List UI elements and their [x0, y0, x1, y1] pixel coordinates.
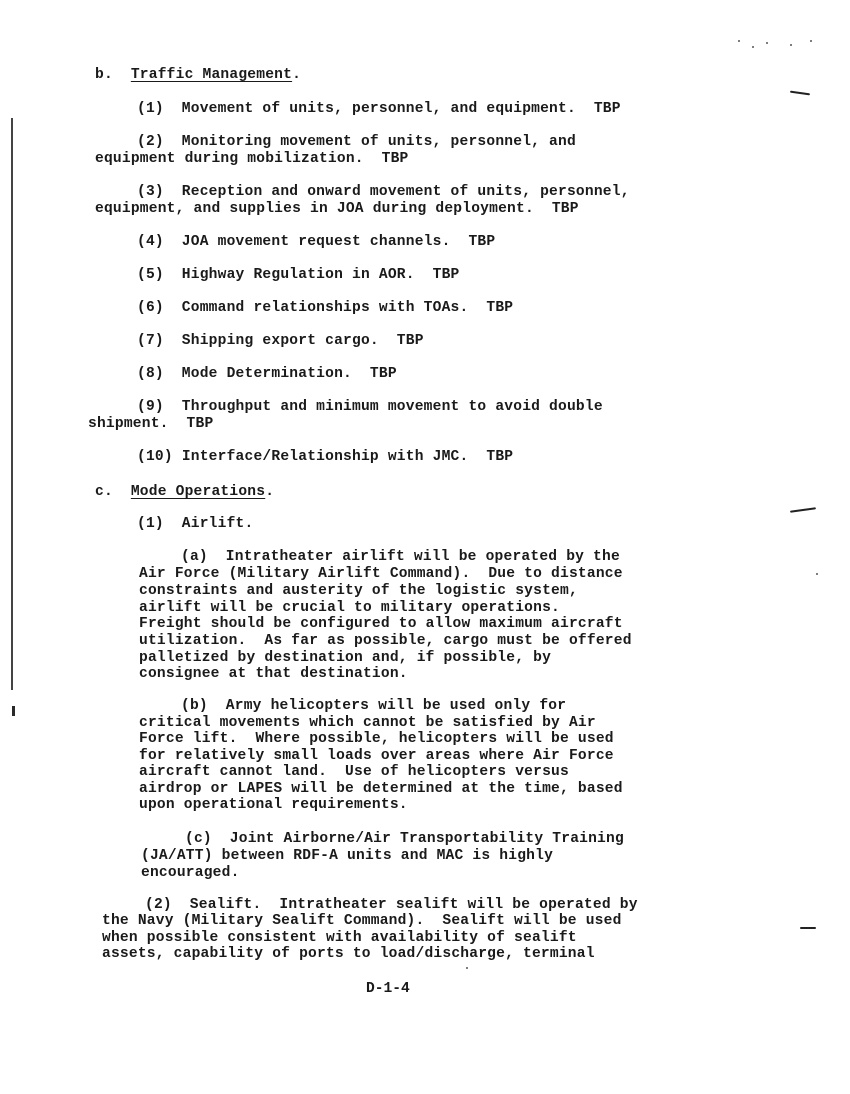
- scan-speck: [816, 573, 818, 575]
- item-b7: (7) Shipping export cargo. TBP: [137, 333, 424, 349]
- scan-speck: [790, 44, 792, 46]
- sealift-line-2: the Navy (Military Sealift Command). Sealift will be used: [102, 913, 622, 929]
- section-c-title: Mode Operations: [130, 484, 266, 500]
- airlift-b-line-1: (b) Army helicopters will be used only for: [181, 698, 567, 714]
- section-b-heading: b. Traffic Management.: [95, 67, 302, 83]
- scan-speck: [738, 40, 740, 42]
- airlift-b-line-3: Force lift. Where possible, helicopters will be used: [139, 731, 614, 747]
- section-c-heading: c. Mode Operations.: [95, 484, 275, 500]
- right-margin-mark-2: [790, 507, 816, 513]
- section-b-label: b.: [95, 67, 113, 83]
- scan-speck: [810, 40, 812, 42]
- item-b9-cont: shipment. TBP: [88, 416, 214, 432]
- airlift-a-line-6: utilization. As far as possible, cargo must be offered: [139, 633, 632, 649]
- sealift-line-3: when possible consistent with availability of sealift: [102, 930, 577, 946]
- airlift-a-line-1: (a) Intratheater airlift will be operated by the: [181, 549, 620, 565]
- airlift-b-line-7: upon operational requirements.: [139, 797, 408, 813]
- item-b10: (10) Interface/Relationship with JMC. TBP: [137, 449, 514, 465]
- airlift-a-line-2: Air Force (Military Airlift Command). Due to distance: [139, 566, 623, 582]
- airlift-a-line-5: Freight should be configured to allow maximum aircraft: [139, 616, 623, 632]
- item-c1-airlift: (1) Airlift.: [137, 516, 254, 532]
- scan-speck: [752, 46, 754, 48]
- page-number: D-1-4: [366, 981, 410, 997]
- airlift-c-line-2: (JA/ATT) between RDF-A units and MAC is highly: [141, 848, 554, 864]
- item-b6: (6) Command relationships with TOAs. TBP: [137, 300, 514, 316]
- airlift-b-line-2: critical movements which cannot be satisfied by Air: [139, 715, 596, 731]
- airlift-b-line-5: aircraft cannot land. Use of helicopters versus: [139, 764, 569, 780]
- airlift-a-line-4: airlift will be crucial to military operations.: [139, 600, 561, 616]
- sealift-line-4: assets, capability of ports to load/discharge, terminal: [102, 946, 595, 962]
- section-b-title: Traffic Management: [130, 67, 293, 83]
- airlift-b-line-4: for relatively small loads over areas where Air Force: [139, 748, 614, 764]
- item-b2-cont: equipment during mobilization. TBP: [95, 151, 409, 167]
- left-margin-bar: [11, 118, 13, 690]
- airlift-c-line-3: encouraged.: [141, 865, 240, 881]
- item-b3-cont: equipment, and supplies in JOA during deployment. TBP: [95, 201, 579, 217]
- item-b9: (9) Throughput and minimum movement to avoid double: [137, 399, 603, 415]
- item-b2: (2) Monitoring movement of units, personnel, and: [137, 134, 576, 150]
- item-b5: (5) Highway Regulation in AOR. TBP: [137, 267, 460, 283]
- left-margin-tick: [12, 706, 15, 716]
- airlift-a-line-8: consignee at that destination.: [139, 666, 408, 682]
- scan-speck: [466, 967, 468, 969]
- right-margin-mark-1: [790, 91, 810, 96]
- item-b8: (8) Mode Determination. TBP: [137, 366, 397, 382]
- airlift-a-line-7: palletized by destination and, if possible, by: [139, 650, 552, 666]
- scan-speck: [766, 42, 768, 44]
- airlift-b-line-6: airdrop or LAPES will be determined at the time, based: [139, 781, 623, 797]
- sealift-line-1: (2) Sealift. Intratheater sealift will be operated by: [145, 897, 638, 913]
- item-b4: (4) JOA movement request channels. TBP: [137, 234, 496, 250]
- right-margin-mark-3: [800, 927, 816, 929]
- item-b1: (1) Movement of units, personnel, and equipment. TBP: [137, 101, 621, 117]
- section-c-label: c.: [95, 484, 113, 500]
- item-b3: (3) Reception and onward movement of units, personnel,: [137, 184, 630, 200]
- airlift-c-line-1: (c) Joint Airborne/Air Transportability Training: [185, 831, 624, 847]
- airlift-a-line-3: constraints and austerity of the logistic system,: [139, 583, 578, 599]
